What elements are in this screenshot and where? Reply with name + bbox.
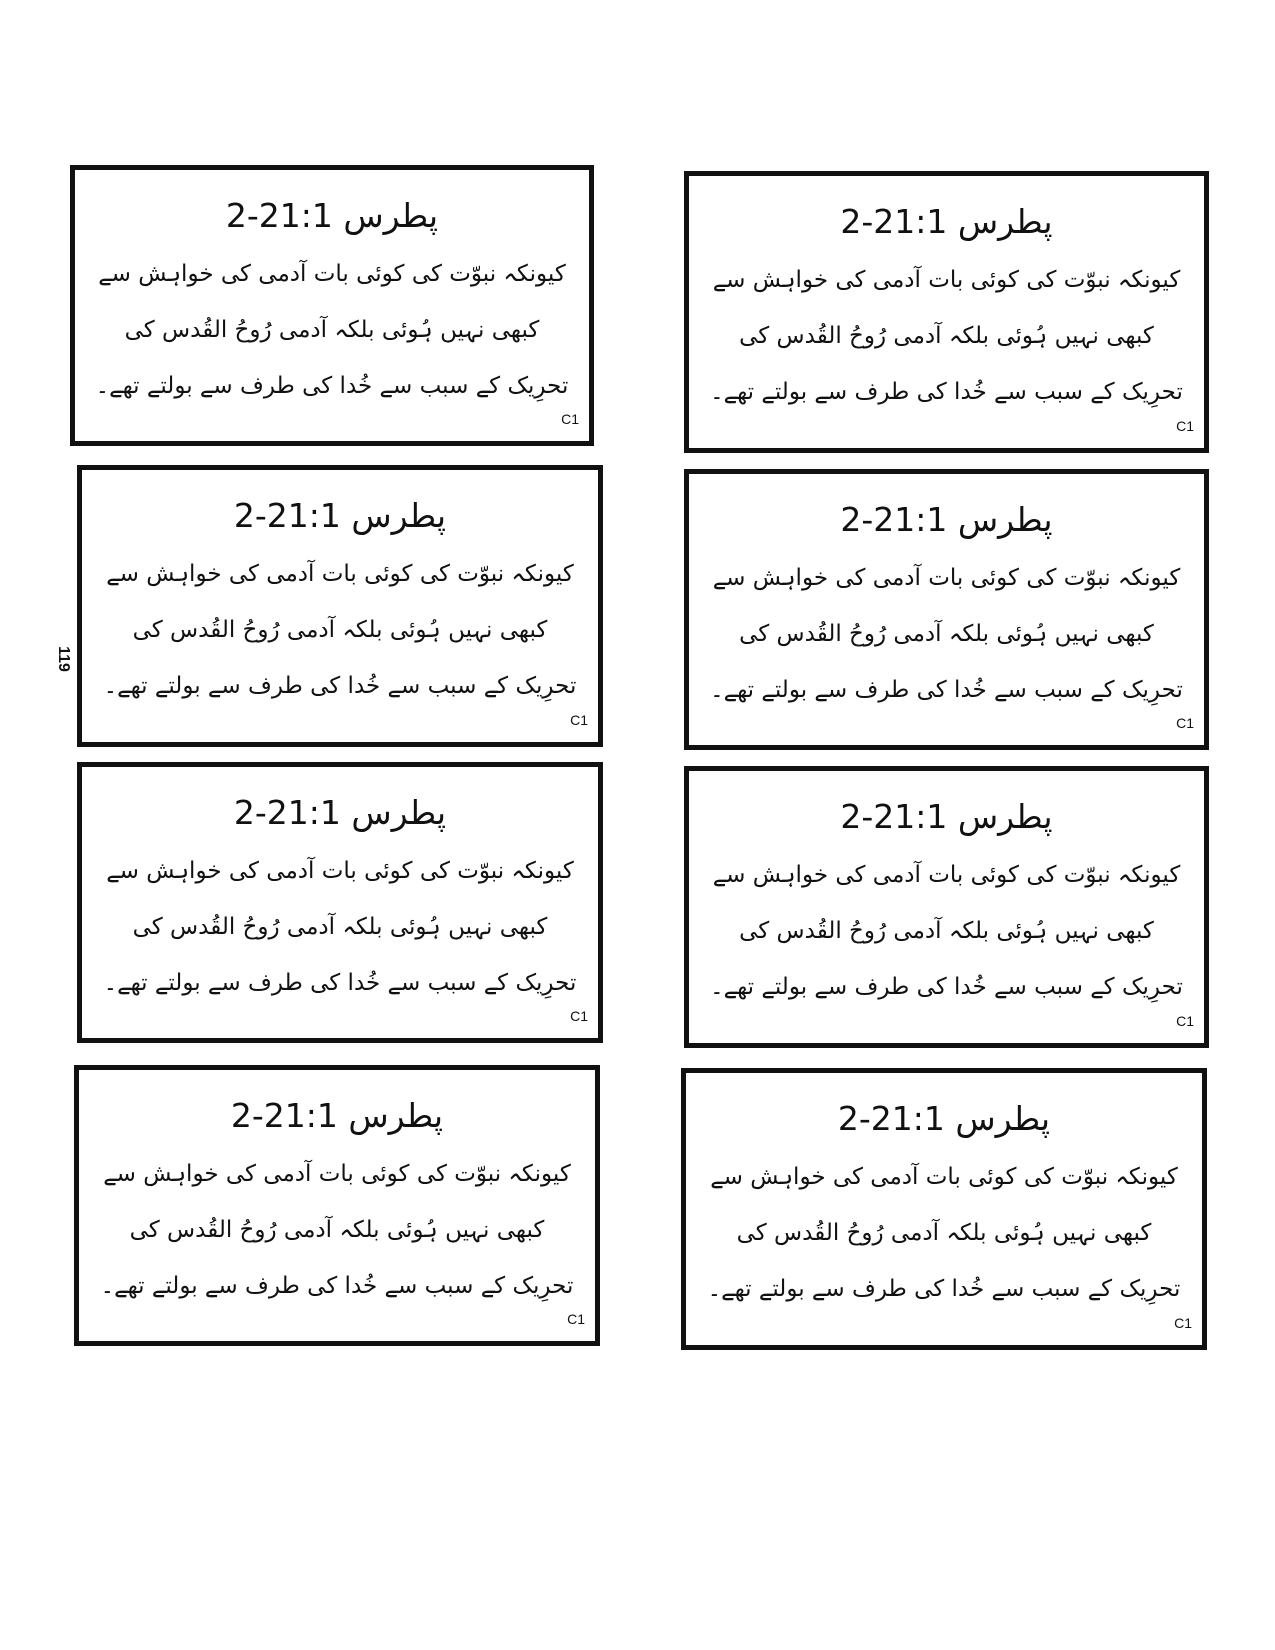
verse-reference: 2-پطرس 21:1 <box>230 1096 444 1135</box>
card-code: C1 <box>1176 1013 1194 1029</box>
verse-reference: 2-پطرس 21:1 <box>233 793 447 832</box>
verse-reference: 2-پطرس 21:1 <box>840 500 1053 539</box>
verse-card-5 <box>77 762 603 1043</box>
verse-reference: 2-پطرس 21:1 <box>225 196 439 235</box>
verse-text: کیونکہ نبوّت کی کوئی بات آدمی کی خواہش سے کبھی نہیں ہُوئی بلکہ آدمی رُوحُ القُدس کی تحرِیک کے سبب سے خُدا کی طرف سے بولتے تھے۔ <box>710 267 1183 405</box>
verse-text: کیونکہ نبوّت کی کوئی بات آدمی کی خواہش سے کبھی نہیں ہُوئی بلکہ آدمی رُوحُ القُدس کی تحرِیک کے سبب سے خُدا کی طرف سے بولتے تھے۔ <box>103 561 577 699</box>
verse-text: کیونکہ نبوّت کی کوئی بات آدمی کی خواہش سے کبھی نہیں ہُوئی بلکہ آدمی رُوحُ القُدس کی تحرِیک کے سبب سے خُدا کی طرف سے بولتے تھے۔ <box>710 565 1183 703</box>
card-code: C1 <box>567 1311 585 1327</box>
card-code: C1 <box>561 411 579 427</box>
verse-text: کیونکہ نبوّت کی کوئی بات آدمی کی خواہش سے کبھی نہیں ہُوئی بلکہ آدمی رُوحُ القُدس کی تحرِیک کے سبب سے خُدا کی طرف سے بولتے تھے۔ <box>707 1164 1181 1302</box>
verse-card-4 <box>684 469 1209 750</box>
card-code: C1 <box>570 712 588 728</box>
verse-reference: 2-پطرس 21:1 <box>837 1099 1051 1138</box>
card-code: C1 <box>1176 715 1194 731</box>
verse-reference: 2-پطرس 21:1 <box>840 797 1053 836</box>
verse-text: کیونکہ نبوّت کی کوئی بات آدمی کی خواہش سے کبھی نہیں ہُوئی بلکہ آدمی رُوحُ القُدس کی تحرِیک کے سبب سے خُدا کی طرف سے بولتے تھے۔ <box>710 862 1183 1000</box>
page-number: 119 <box>54 646 72 672</box>
card-code: C1 <box>1176 418 1194 434</box>
verse-card-1 <box>70 165 594 446</box>
verse-card-7 <box>74 1065 600 1346</box>
verse-card-6 <box>684 766 1209 1048</box>
verse-text: کیونکہ نبوّت کی کوئی بات آدمی کی خواہش سے کبھی نہیں ہُوئی بلکہ آدمی رُوحُ القُدس کی تحرِیک کے سبب سے خُدا کی طرف سے بولتے تھے۔ <box>103 858 577 996</box>
verse-reference: 2-پطرس 21:1 <box>233 496 447 535</box>
card-code: C1 <box>570 1008 588 1024</box>
verse-card-2 <box>684 171 1209 453</box>
verse-card-3 <box>77 465 603 747</box>
card-code: C1 <box>1174 1315 1192 1331</box>
verse-card-8 <box>681 1068 1207 1350</box>
verse-text: کیونکہ نبوّت کی کوئی بات آدمی کی خواہش سے کبھی نہیں ہُوئی بلکہ آدمی رُوحُ القُدس کی تحرِیک کے سبب سے خُدا کی طرف سے بولتے تھے۔ <box>100 1161 574 1299</box>
verse-text: کیونکہ نبوّت کی کوئی بات آدمی کی خواہش سے کبھی نہیں ہُوئی بلکہ آدمی رُوحُ القُدس کی تحرِیک کے سبب سے خُدا کی طرف سے بولتے تھے۔ <box>95 261 569 399</box>
verse-reference: 2-پطرس 21:1 <box>840 202 1053 241</box>
